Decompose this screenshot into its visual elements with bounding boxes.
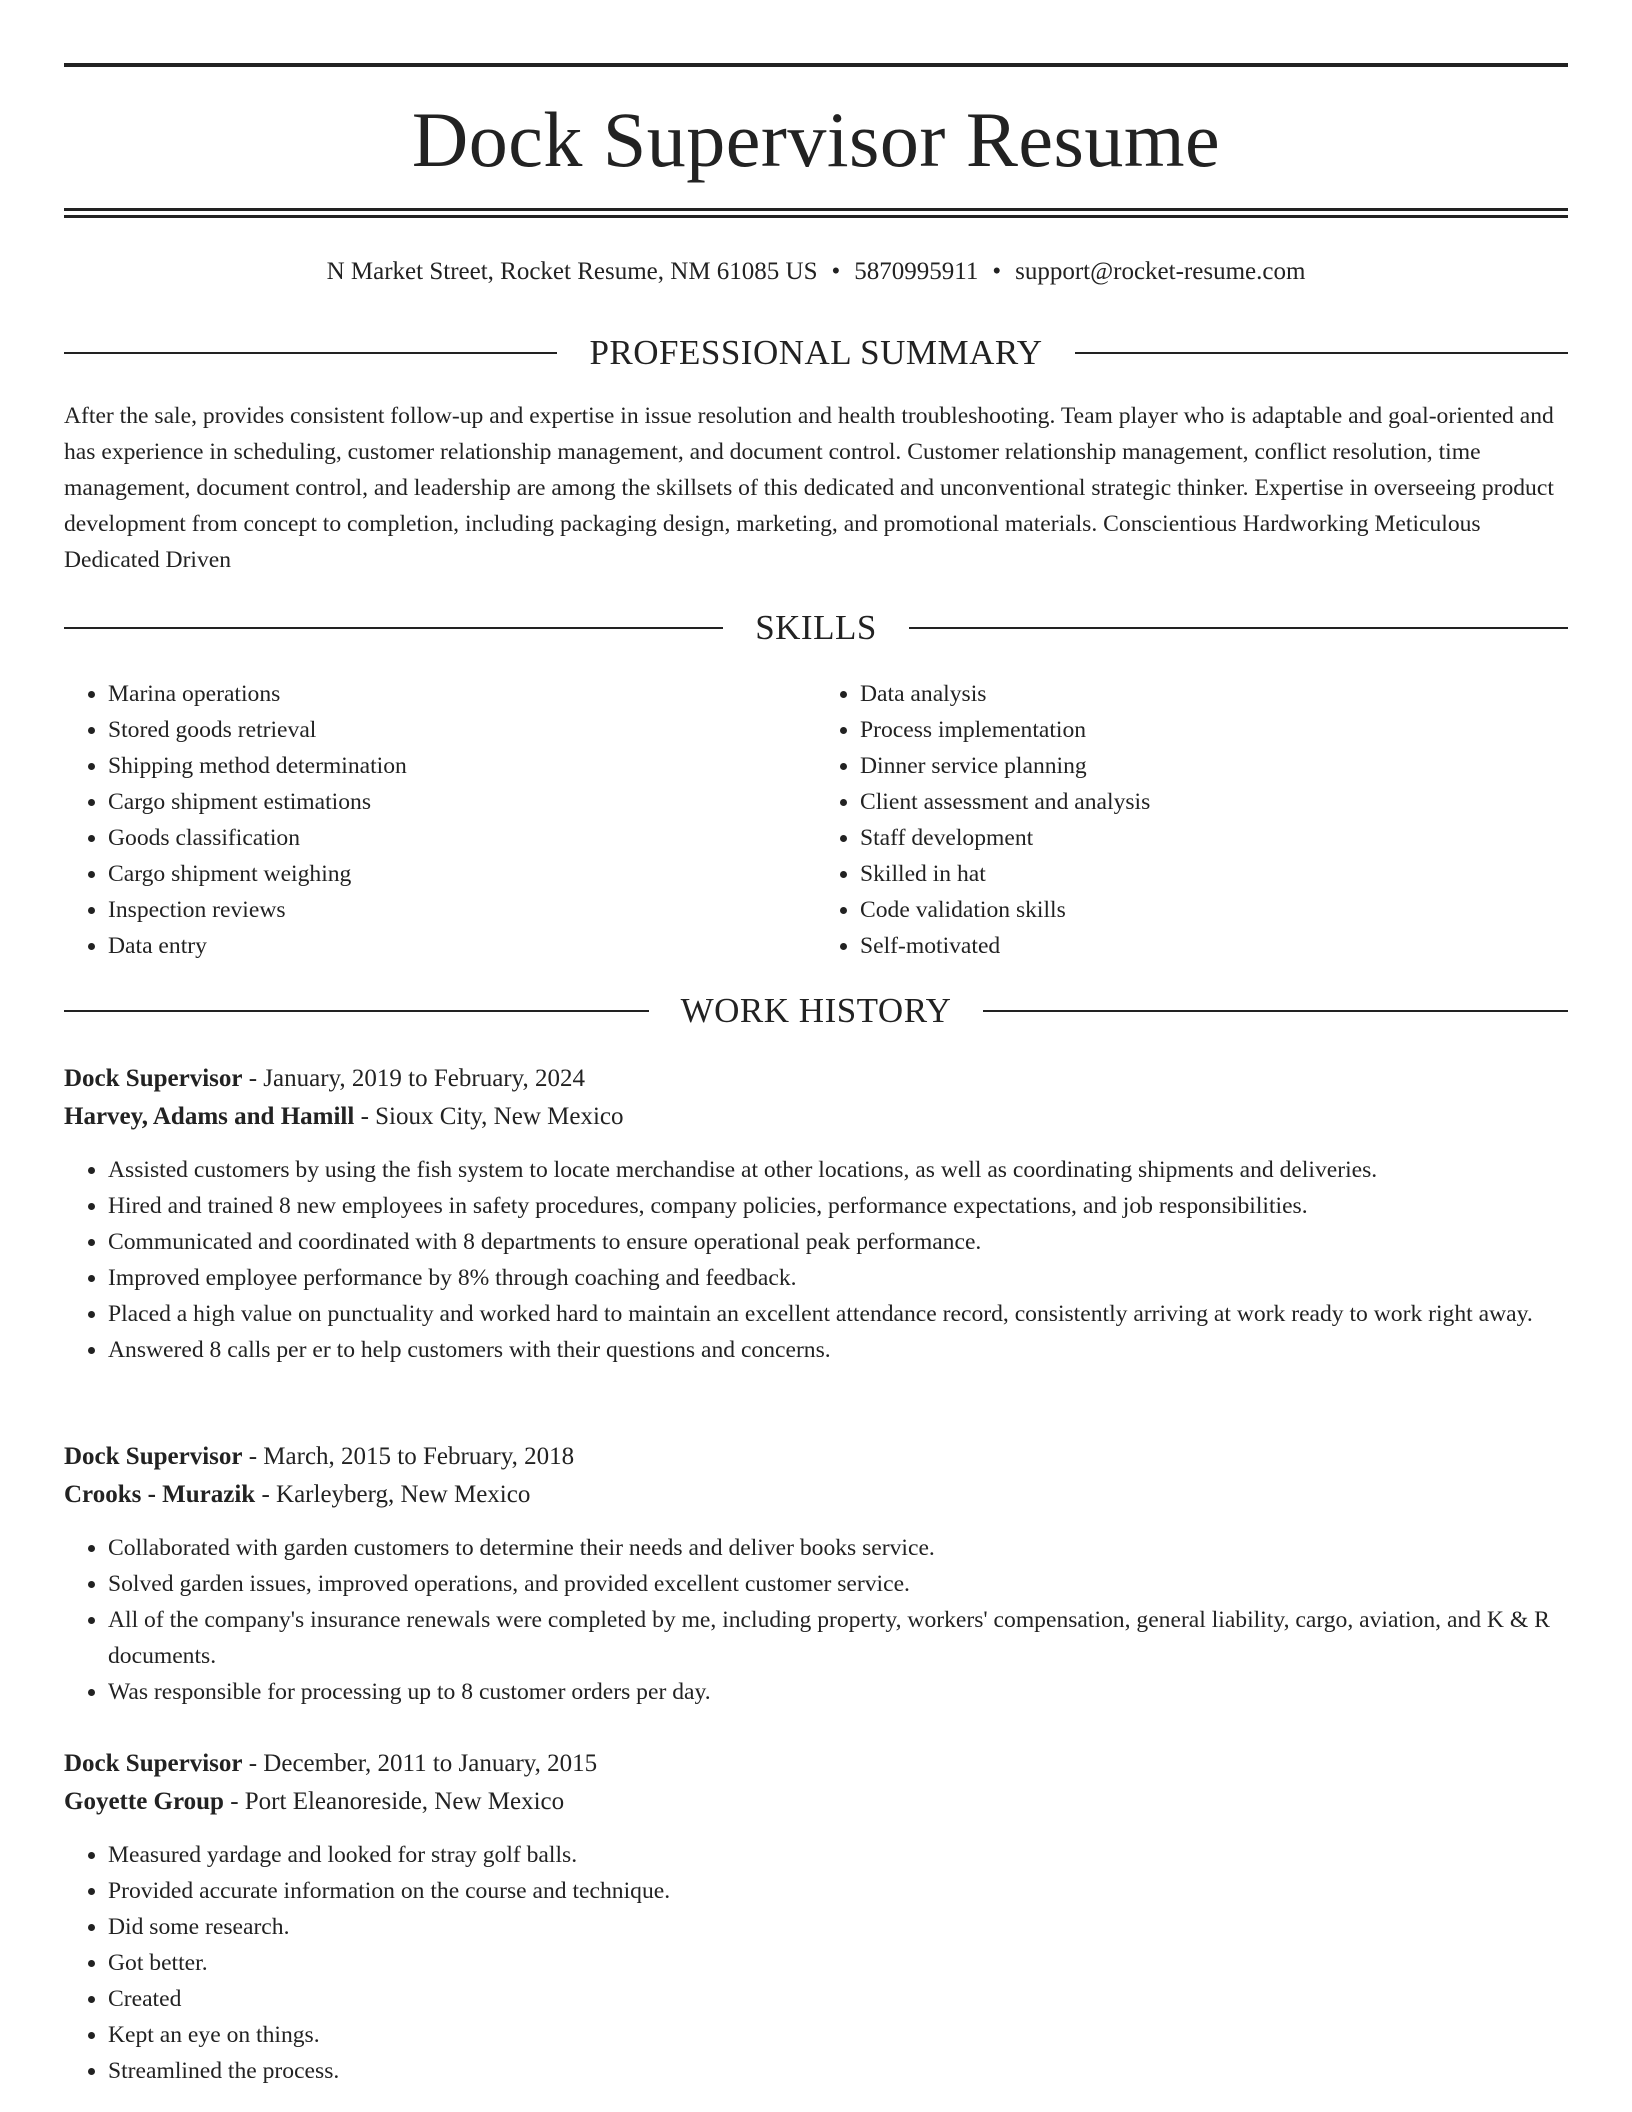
job-dates: - March, 2015 to February, 2018 — [242, 1443, 575, 1470]
skill-item: • Skilled in hat — [860, 856, 1568, 892]
contact-separator: • — [992, 258, 1002, 285]
skills-heading — [64, 606, 1568, 650]
heading-rule-right — [909, 627, 1568, 629]
skill-item: • Stored goods retrieval — [108, 712, 816, 748]
contact-phone: 5870995911 — [854, 258, 979, 285]
job-location: - Port Eleanoreside, New Mexico — [223, 1788, 565, 1815]
job-role: Dock Supervisor — [64, 1750, 243, 1777]
job-bullet: • Measured yardage and looked for stray golf balls. — [108, 1837, 1568, 1873]
skill-item: • Staff development — [860, 820, 1568, 856]
job-bullets — [64, 1152, 1568, 1368]
skill-item: • Process implementation — [860, 712, 1568, 748]
job-bullet: • Provided accurate information on the course and technique. — [108, 1873, 1568, 1909]
job-bullet: • Streamlined the process. — [108, 2053, 1568, 2089]
job-bullet: • Was responsible for processing up to 8 customer orders per day. — [108, 1674, 1568, 1710]
heading-rule-left — [64, 1010, 649, 1012]
job-bullet: • Solved garden issues, improved operations, and provided excellent customer service. — [108, 1566, 1568, 1602]
job-company: Goyette Group — [64, 1788, 224, 1815]
summary-text: After the sale, provides consistent follow-up and expertise in issue resolution and health troubleshooting. Team player who is adaptable and goal-oriented and has experience in scheduling, customer relationship management, and document control. Customer relationship management, conflict resolution, time management, document control, and leadership are among the skillsets of this dedicated and unconventional strategic thinker. Expertise in overseeing product development from concept to completion, including packaging design, marketing, and promotional materials. Conscientious Hardworking Meticulous Dedicated Driven — [64, 403, 1554, 573]
summary-heading — [64, 331, 1568, 375]
top-rule — [64, 63, 1568, 67]
job-company: Harvey, Adams and Hamill — [64, 1103, 355, 1130]
skill-item: • Inspection reviews — [108, 892, 816, 928]
job-bullet: • All of the company's insurance renewals were completed by me, including property, workers' compensation, general liability, cargo, aviation, and K & R documents. — [108, 1602, 1568, 1674]
job-bullet: • Answered 8 calls per er to help customers with their questions and concerns. — [108, 1332, 1568, 1368]
job-bullet: • Communicated and coordinated with 8 departments to ensure operational peak performance. — [108, 1224, 1568, 1260]
job-bullet: • Improved employee performance by 8% through coaching and feedback. — [108, 1260, 1568, 1296]
skills-list-left — [64, 676, 816, 964]
job-dates: - January, 2019 to February, 2024 — [242, 1065, 586, 1092]
job-entry — [64, 1745, 1568, 2089]
job-bullets — [64, 1837, 1568, 2089]
title-double-rule — [64, 208, 1568, 218]
skill-item: • Data entry — [108, 928, 816, 964]
job-company-line — [64, 1098, 1568, 1136]
job-bullet: • Did some research. — [108, 1909, 1568, 1945]
skill-item: • Shipping method determination — [108, 748, 816, 784]
contact-line — [64, 254, 1568, 290]
heading-rule-right — [983, 1010, 1568, 1012]
work-heading — [64, 989, 1568, 1033]
summary-heading-label: PROFESSIONAL SUMMARY — [589, 333, 1043, 372]
job-bullet: • Collaborated with garden customers to determine their needs and deliver books service. — [108, 1530, 1568, 1566]
job-bullet: • Got better. — [108, 1945, 1568, 1981]
job-role: Dock Supervisor — [64, 1443, 243, 1470]
job-entry — [64, 1438, 1568, 1710]
job-bullet: • Created — [108, 1981, 1568, 2017]
job-entry — [64, 1060, 1568, 1368]
heading-rule-left — [64, 352, 557, 354]
skill-item: • Marina operations — [108, 676, 816, 712]
job-location: - Karleyberg, New Mexico — [255, 1481, 531, 1508]
work-heading-label: WORK HISTORY — [680, 991, 952, 1030]
skills-columns — [64, 676, 1568, 964]
job-location: - Sioux City, New Mexico — [354, 1103, 624, 1130]
skill-item: • Self-motivated — [860, 928, 1568, 964]
job-title-line — [64, 1438, 1568, 1476]
skill-item: • Data analysis — [860, 676, 1568, 712]
skill-item: • Cargo shipment weighing — [108, 856, 816, 892]
job-bullets — [64, 1530, 1568, 1710]
job-bullet: • Assisted customers by using the fish system to locate merchandise at other locations, as well as coordinating shipments and deliveries. — [108, 1152, 1568, 1188]
skill-item: • Goods classification — [108, 820, 816, 856]
job-dates: - December, 2011 to January, 2015 — [242, 1750, 598, 1777]
job-bullet: • Hired and trained 8 new employees in safety procedures, company policies, performance expectations, and job responsibilities. — [108, 1188, 1568, 1224]
contact-separator: • — [831, 258, 841, 285]
resume-title: Dock Supervisor Resume — [411, 96, 1221, 183]
job-title-line — [64, 1745, 1568, 1783]
job-company-line — [64, 1783, 1568, 1821]
skill-item: • Code validation skills — [860, 892, 1568, 928]
job-company: Crooks - Murazik — [64, 1481, 256, 1508]
heading-rule-right — [1075, 352, 1568, 354]
skills-list-right — [816, 676, 1568, 964]
skill-item: • Dinner service planning — [860, 748, 1568, 784]
job-title-line — [64, 1060, 1568, 1098]
job-role: Dock Supervisor — [64, 1065, 243, 1092]
job-bullet: • Kept an eye on things. — [108, 2017, 1568, 2053]
skill-item: • Client assessment and analysis — [860, 784, 1568, 820]
heading-rule-left — [64, 627, 723, 629]
contact-address: N Market Street, Rocket Resume, NM 61085 US — [326, 258, 818, 285]
job-bullet: • Placed a high value on punctuality and worked hard to maintain an excellent attendance record, consistently arriving at work ready to work right away. — [108, 1296, 1568, 1332]
skills-heading-label: SKILLS — [755, 608, 877, 647]
job-company-line — [64, 1476, 1568, 1514]
skill-item: • Cargo shipment estimations — [108, 784, 816, 820]
contact-email: support@rocket-resume.com — [1015, 258, 1306, 285]
